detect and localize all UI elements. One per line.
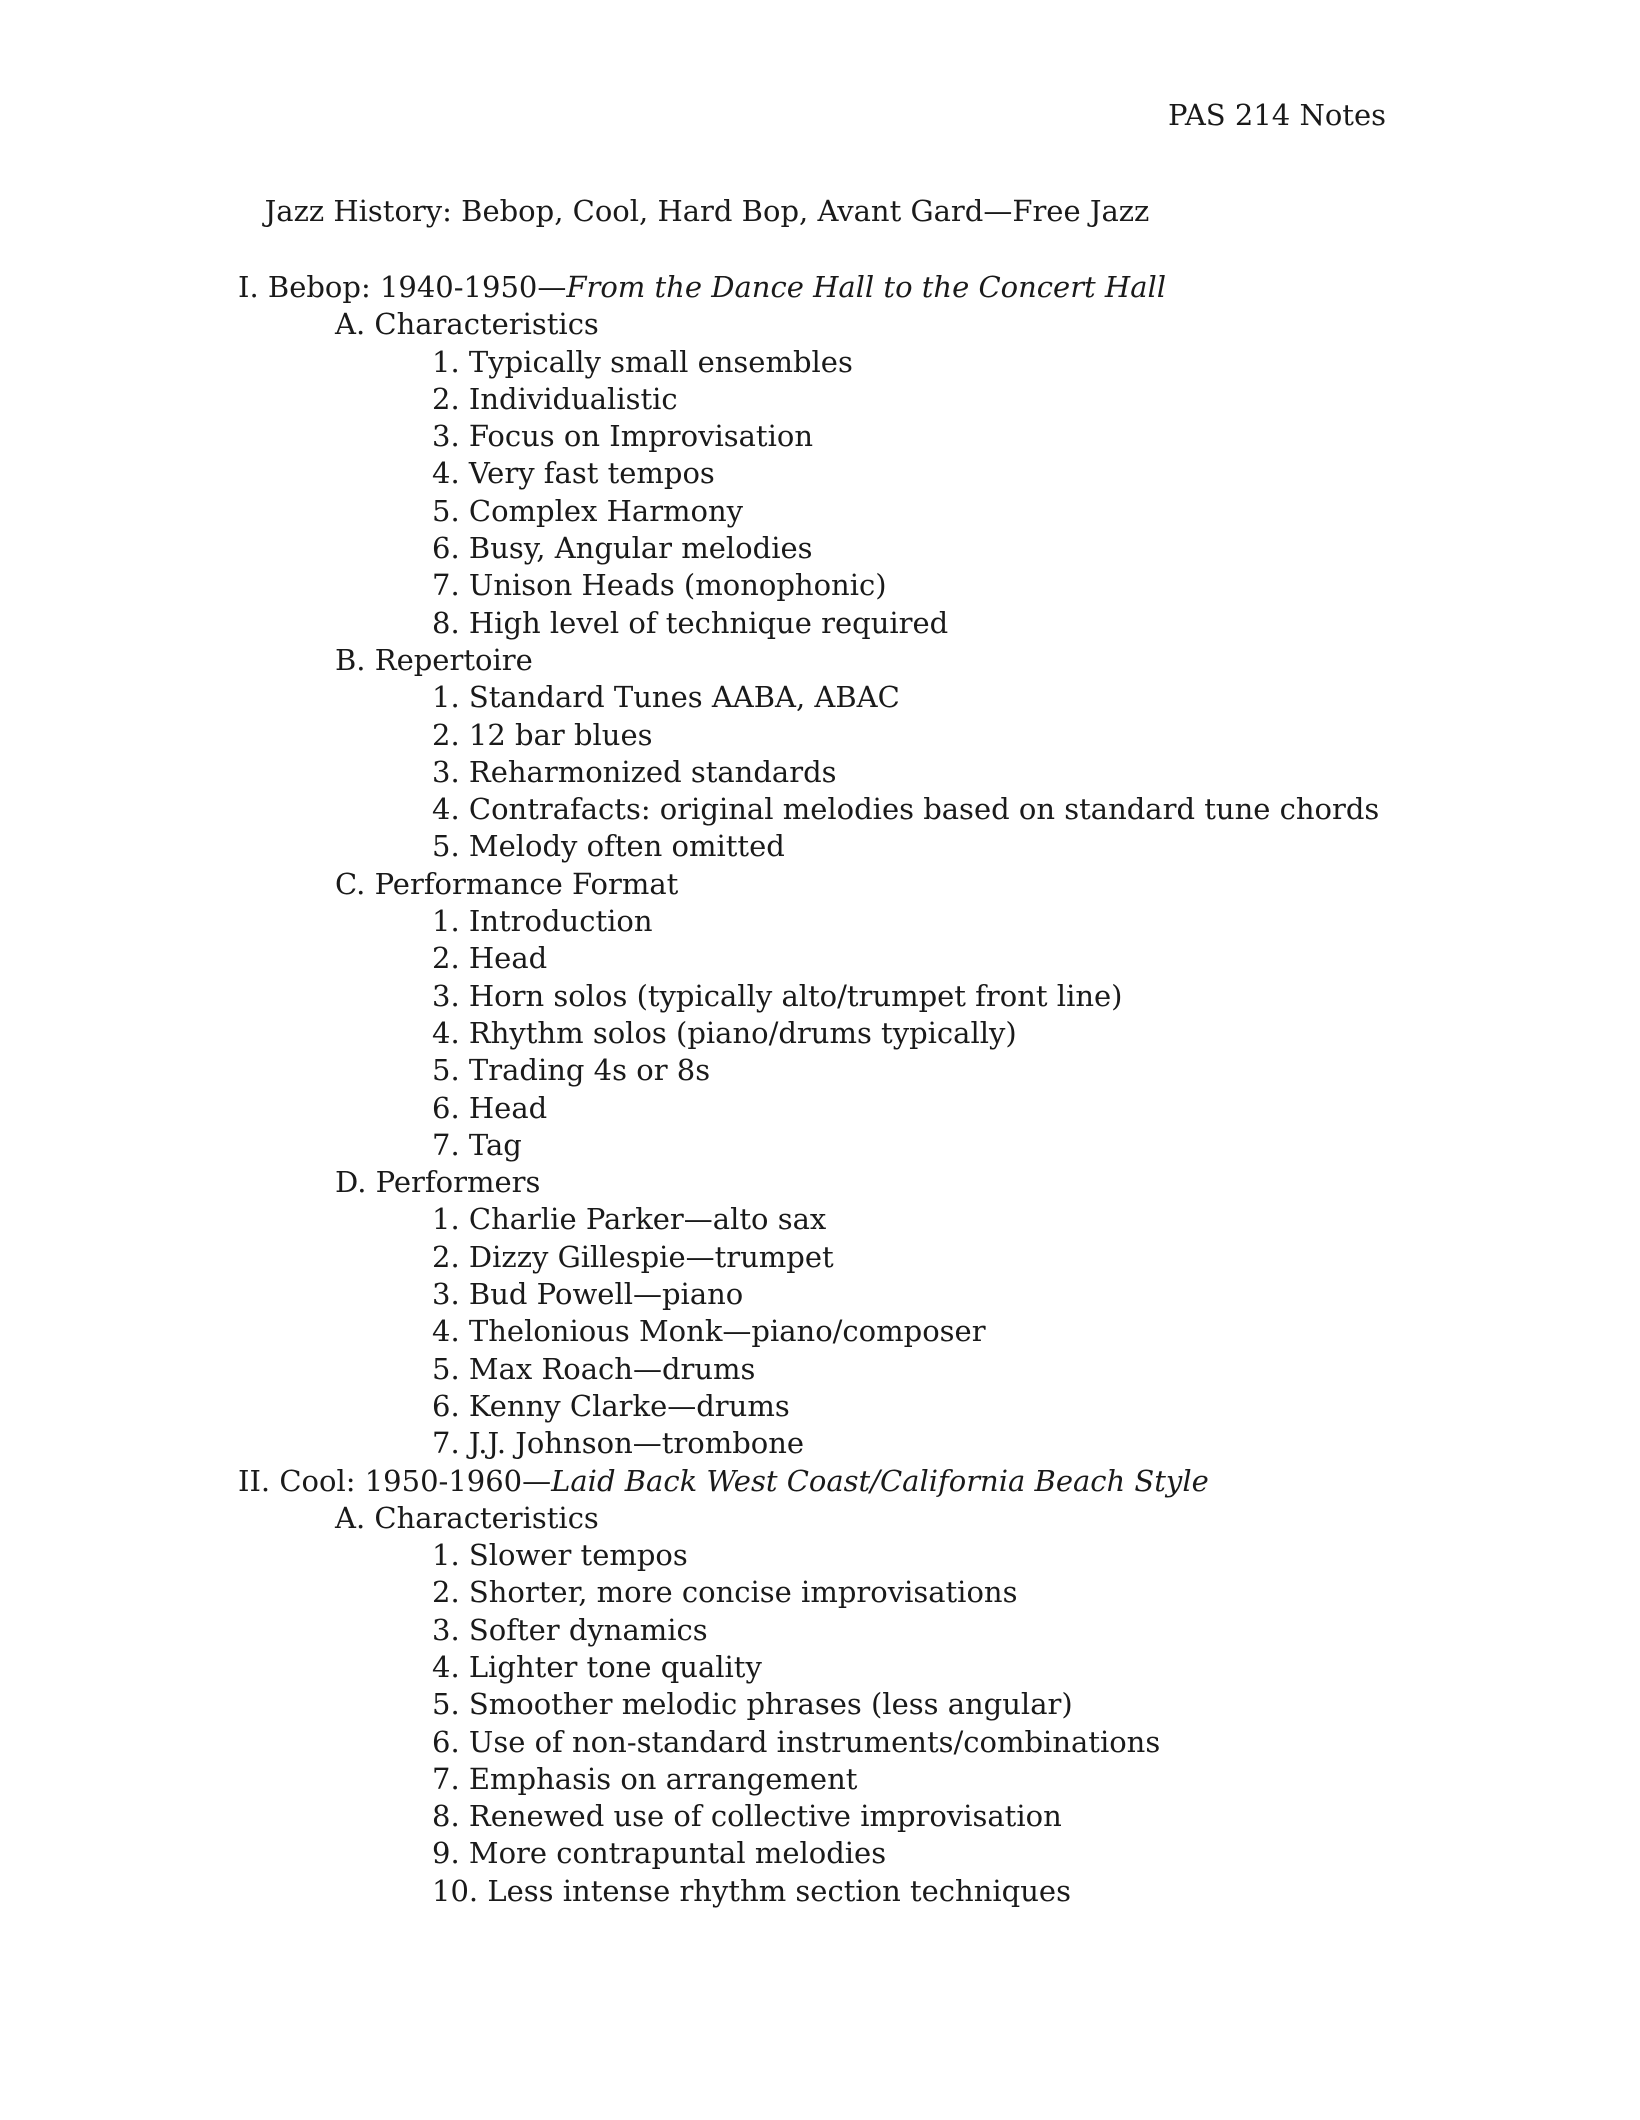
list-item: 8. Renewed use of collective improvisation: [432, 1799, 1062, 1834]
list-item: 2. Dizzy Gillespie—trumpet: [432, 1239, 834, 1274]
list-item: 4. Thelonious Monk—piano/composer: [432, 1314, 986, 1349]
list-item: 6. Head: [432, 1090, 548, 1125]
document-title: Jazz History: Bebop, Cool, Hard Bop, Avant Gard—Free Jazz: [264, 194, 1150, 228]
section-subtitle: Laid Back West Coast/California Beach Style: [551, 1463, 1209, 1498]
section-heading: [238, 1463, 1438, 1500]
list-item: 8. High level of technique required: [432, 605, 949, 640]
section-label: I. Bebop: 1940-1950—: [238, 270, 567, 304]
list-item: 1. Typically small ensembles: [432, 344, 853, 379]
section-heading: [238, 269, 1438, 306]
list-item: 5. Melody often omitted: [432, 829, 785, 864]
list-item: 4. Rhythm solos (piano/drums typically): [432, 1015, 1017, 1050]
subsection-heading: B. Repertoire: [335, 642, 533, 677]
list-item: 2. 12 bar blues: [432, 717, 653, 752]
subsection-heading: D. Performers: [335, 1165, 541, 1200]
outline: [238, 269, 1438, 1910]
list-item: 4. Contrafacts: original melodies based on standard tune chords: [432, 792, 1380, 827]
list-item: 6. Kenny Clarke—drums: [432, 1388, 790, 1423]
list-item: 5. Max Roach—drums: [432, 1351, 756, 1386]
list-item: 3. Horn solos (typically alto/trumpet front line): [432, 978, 1123, 1013]
list-item: 4. Lighter tone quality: [432, 1649, 762, 1684]
subsection-heading: C. Performance Format: [335, 866, 679, 901]
subsection-heading: A. Characteristics: [335, 1500, 599, 1535]
section-label: II. Cool: 1950-1960—: [238, 1463, 552, 1498]
list-item: 3. Bud Powell—piano: [432, 1277, 744, 1312]
list-item: 7. Tag: [432, 1127, 522, 1162]
list-item: 10. Less intense rhythm section techniques: [432, 1873, 1071, 1908]
list-item: 3. Focus on Improvisation: [432, 419, 813, 454]
list-item: 7. J.J. Johnson—trombone: [432, 1426, 805, 1461]
subsection-heading: A. Characteristics: [335, 307, 599, 342]
page-header: PAS 214 Notes: [1168, 98, 1386, 132]
list-item: 7. Emphasis on arrangement: [432, 1761, 858, 1796]
list-item: 2. Individualistic: [432, 381, 678, 416]
list-item: 9. More contrapuntal melodies: [432, 1836, 887, 1871]
list-item: 1. Introduction: [432, 904, 653, 939]
section-subtitle: From the Dance Hall to the Concert Hall: [566, 270, 1167, 304]
list-item: 1. Charlie Parker—alto sax: [432, 1202, 827, 1237]
list-item: 4. Very fast tempos: [432, 456, 715, 491]
list-item: 1. Standard Tunes AABA, ABAC: [432, 680, 900, 715]
list-item: 5. Complex Harmony: [432, 493, 744, 528]
list-item: 6. Use of non-standard instruments/combinations: [432, 1724, 1161, 1759]
list-item: 3. Softer dynamics: [432, 1612, 708, 1647]
list-item: 2. Shorter, more concise improvisations: [432, 1575, 1018, 1610]
list-item: 7. Unison Heads (monophonic): [432, 568, 887, 603]
list-item: 6. Busy, Angular melodies: [432, 531, 813, 566]
list-item: 1. Slower tempos: [432, 1538, 688, 1573]
list-item: 5. Trading 4s or 8s: [432, 1053, 711, 1088]
list-item: 3. Reharmonized standards: [432, 754, 837, 789]
list-item: 5. Smoother melodic phrases (less angular): [432, 1687, 1073, 1722]
list-item: 2. Head: [432, 941, 548, 976]
